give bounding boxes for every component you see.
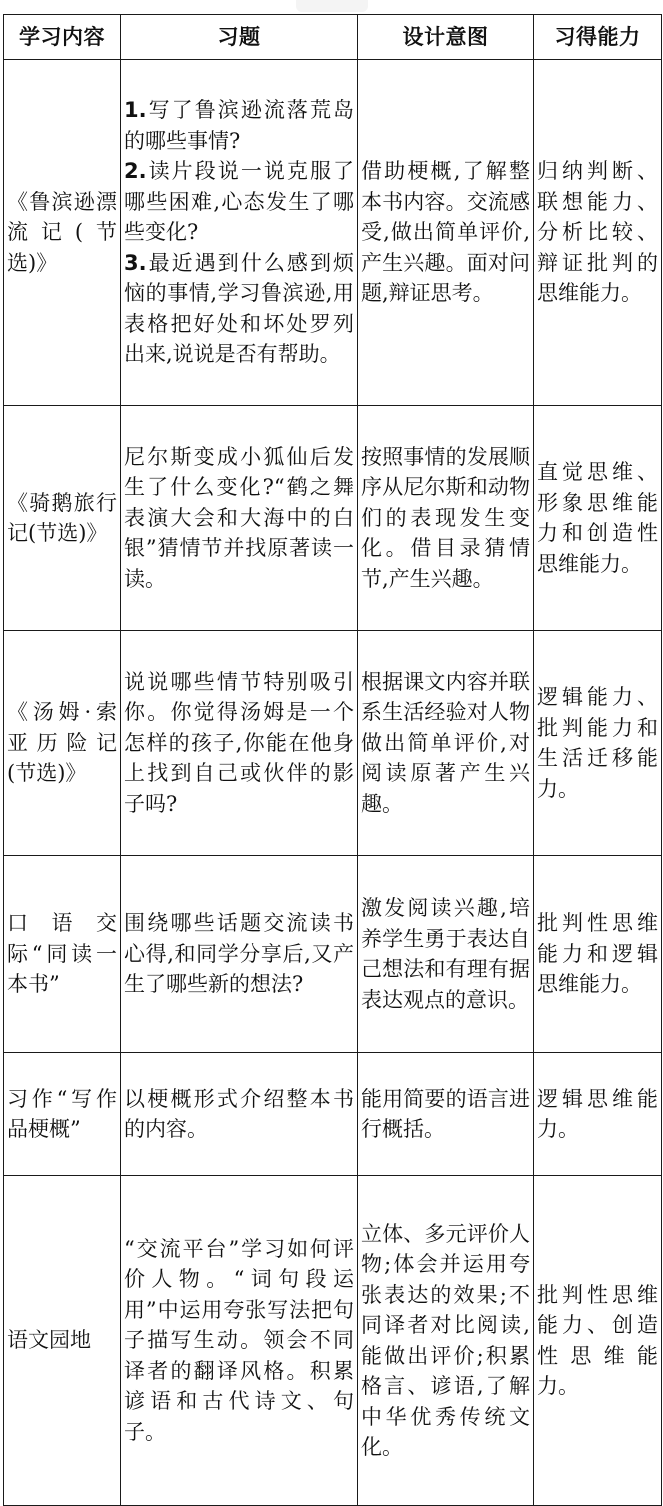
exercise-item [124, 248, 354, 370]
cell-exercises: “交流平台”学习如何评价人物。“词句段运用”中运用夸张写法把句子描写生动。领会不同译者的翻译风格。积累谚语和古代诗文、句子。 [121, 1176, 358, 1506]
exercise-number: 3. [124, 250, 147, 275]
cell-exercises: 说说哪些情节特别吸引你。你觉得汤姆是一个怎样的孩子,你能在他身上找到自己或伙伴的影子吗? [121, 631, 358, 856]
top-tab-decoration [296, 0, 368, 12]
cell-content: 语文园地 [4, 1176, 121, 1506]
header-intent: 设计意图 [358, 15, 534, 60]
cell-ability: 逻辑能力、批判能力和生活迁移能力。 [534, 631, 662, 856]
cell-ability: 逻辑思维能力。 [534, 1053, 662, 1176]
cell-intent: 能用简要的语言进行概括。 [358, 1053, 534, 1176]
header-row [4, 15, 662, 60]
cell-intent: 激发阅读兴趣,培养学生勇于表达自己想法和有理有据表达观点的意识。 [358, 856, 534, 1053]
lesson-table [3, 14, 662, 1506]
cell-intent: 按照事情的发展顺序从尼尔斯和动物们的表现发生变化。借目录猜情节,产生兴趣。 [358, 406, 534, 631]
cell-content: 《骑鹅旅行记(节选)》 [4, 406, 121, 631]
header-exercises: 习题 [121, 15, 358, 60]
exercise-text: 写了鲁滨逊流落荒岛的哪些事情? [124, 98, 354, 153]
exercise-number: 1. [124, 98, 147, 123]
cell-content: 口语交际“同读一本书” [4, 856, 121, 1053]
table-row [4, 406, 662, 631]
table-row [4, 856, 662, 1053]
table-row [4, 631, 662, 856]
cell-exercises [121, 60, 358, 406]
cell-exercises: 以梗概形式介绍整本书的内容。 [121, 1053, 358, 1176]
cell-ability: 批判性思维能力、创造性思维能力。 [534, 1176, 662, 1506]
table-row [4, 1176, 662, 1506]
cell-exercises: 围绕哪些话题交流读书心得,和同学分享后,又产生了哪些新的想法? [121, 856, 358, 1053]
cell-intent: 借助梗概,了解整本书内容。交流感受,做出简单评价,产生兴趣。面对问题,辩证思考。 [358, 60, 534, 406]
page-top-strip [0, 0, 663, 14]
cell-ability: 归纳判断、联想能力、分析比较、辩证批判的思维能力。 [534, 60, 662, 406]
exercise-item [124, 156, 354, 248]
cell-content: 《鲁滨逊漂流记(节选)》 [4, 60, 121, 406]
cell-intent: 根据课文内容并联系生活经验对人物做出简单评价,对阅读原著产生兴趣。 [358, 631, 534, 856]
cell-ability: 批判性思维能力和逻辑思维能力。 [534, 856, 662, 1053]
exercise-number: 2. [124, 159, 147, 184]
exercise-text: 最近遇到什么感到烦恼的事情,学习鲁滨逊,用表格把好处和坏处罗列出来,说说是否有帮助。 [124, 250, 354, 367]
table-row [4, 1053, 662, 1176]
header-ability: 习得能力 [534, 15, 662, 60]
cell-ability: 直觉思维、形象思维能力和创造性思维能力。 [534, 406, 662, 631]
header-content: 学习内容 [4, 15, 121, 60]
cell-content: 习作“写作品梗概” [4, 1053, 121, 1176]
cell-exercises: 尼尔斯变成小狐仙后发生了什么变化?“鹤之舞表演大会和大海中的白银”猜情节并找原著读一读。 [121, 406, 358, 631]
cell-intent: 立体、多元评价人物;体会并运用夸张表达的效果;不同译者对比阅读,能做出评价;积累格言、谚语,了解中华优秀传统文化。 [358, 1176, 534, 1506]
exercise-item [124, 95, 354, 156]
exercise-text: 读片段说一说克服了哪些困难,心态发生了哪些变化? [124, 159, 354, 245]
table-row [4, 60, 662, 406]
cell-content: 《汤姆·索亚历险记(节选)》 [4, 631, 121, 856]
